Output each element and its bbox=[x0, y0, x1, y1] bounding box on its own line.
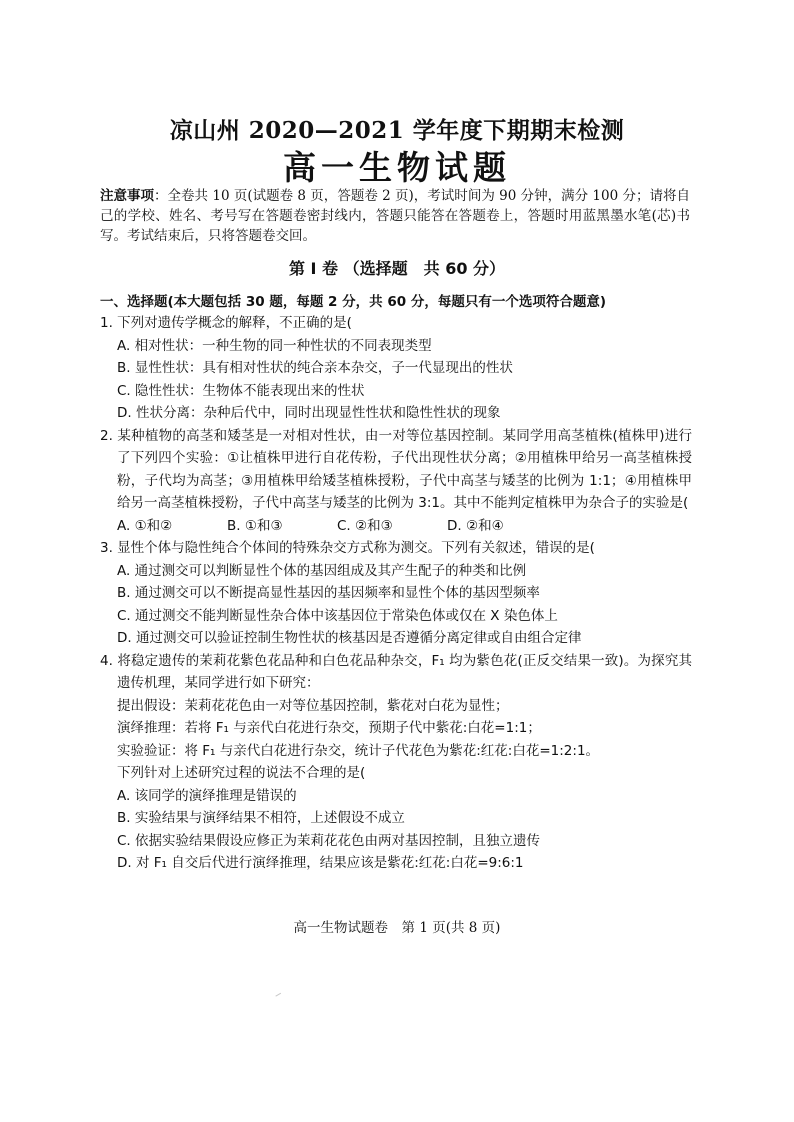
option-a: A. 通过测交可以判断显性个体的基因组成及其产生配子的种类和比例 bbox=[117, 562, 527, 579]
question-stem: 1. 下列对遗传学概念的解释，不正确的是( bbox=[100, 315, 352, 331]
option-a: A. ①和② bbox=[117, 517, 173, 534]
option-c: C. 依据实验结果假设应修正为茉莉花花色由两对基因控制，且独立遗传 bbox=[117, 832, 541, 849]
option-b: B. 通过测交可以不断提高显性基因的基因频率和显性个体的基因型频率 bbox=[117, 585, 540, 601]
exam-subject-title: 高一生物试题 bbox=[283, 148, 511, 187]
option-d: D. 通过测交可以验证控制生物性状的核基因是否遵循分离定律或自由组合定律 bbox=[117, 630, 582, 646]
question-stem: 4. 将稳定遗传的茉莉花紫色花品种和白色花品种杂交，F₁ 均为紫色花(正反交结果一致)。为探究其遗传机理，某同学进行如下研究： bbox=[100, 652, 692, 691]
question-list bbox=[100, 312, 692, 875]
question-prompt: 下列针对上述研究过程的说法不合理的是( bbox=[117, 765, 366, 781]
option-b: B. ①和③ bbox=[227, 517, 283, 534]
question-3 bbox=[100, 537, 692, 650]
option-c: C. 隐性性状：生物体不能表现出来的性状 bbox=[117, 382, 365, 399]
question-stem: 2. 某种植物的高茎和矮茎是一对相对性状，由一对等位基因控制。某同学用高茎植株(植株甲)进行了下列四个实验：①让植株甲进行自花传粉，子代出现性状分离；②用植株甲给另一高茎植株授粉，子代均为高茎；③用植株甲给矮茎植株授粉，子代中高茎与矮茎的比例为 1:1；④用植株甲给另一高茎植株授粉，子代中高茎与矮茎的比例为 3:1。其中不能判定植株甲为杂合子的实验是( bbox=[100, 427, 692, 511]
section-title: 第 Ⅰ 卷 （选择题 共 60 分） bbox=[288, 259, 506, 278]
option-d: D. 对 F₁ 自交后代进行演绎推理，结果应该是紫花:红花:白花=9:6:1 bbox=[117, 855, 524, 871]
option-a: A. 相对性状：一种生物的同一种性状的不同表现类型 bbox=[117, 337, 432, 354]
question-1 bbox=[100, 312, 692, 425]
notice-paragraph bbox=[100, 186, 690, 246]
page-footer: 高一生物试题卷 第 1 页(共 8 页) bbox=[293, 920, 501, 936]
notice-label: 注意事项 bbox=[100, 188, 155, 204]
option-c: C. ②和③ bbox=[337, 517, 393, 534]
exam-title: 凉山州 2020—2021 学年度下期期末检测 bbox=[169, 117, 625, 144]
research-step-verification: 实验验证：将 F₁ 与亲代白花进行杂交，统计子代花色为紫花:红花:白花=1:2:1。 bbox=[117, 742, 600, 759]
research-step-hypothesis: 提出假设：茉莉花花色由一对等位基因控制，紫花对白花为显性； bbox=[117, 697, 509, 714]
option-d: D. 性状分离：杂种后代中，同时出现显性性状和隐性性状的现象 bbox=[117, 405, 501, 421]
question-stem: 3. 显性个体与隐性纯合个体间的特殊杂交方式称为测交。下列有关叙述，错误的是( bbox=[100, 540, 595, 556]
notice-text: ：全卷共 10 页(试题卷 8 页，答题卷 2 页)，考试时间为 90 分钟，满分 100 分；请将自己的学校、姓名、考号写在答题卷密封线内，答题只能答在答题卷上，答题时用蓝黑墨水笔(芯)书写。考试结束后，只将答题卷交回。 bbox=[100, 188, 691, 244]
section-instruction: 一、选择题(本大题包括 30 题，每题 2 分，共 60 分，每题只有一个选项符合题意) bbox=[100, 294, 607, 310]
scan-speck bbox=[275, 993, 282, 999]
option-row bbox=[100, 515, 692, 538]
option-a: A. 该同学的演绎推理是错误的 bbox=[117, 787, 297, 804]
option-b: B. 实验结果与演绎结果不相符，上述假设不成立 bbox=[117, 810, 405, 826]
option-b: B. 显性性状：具有相对性状的纯合亲本杂交，子一代显现出的性状 bbox=[117, 360, 513, 376]
question-2 bbox=[100, 425, 692, 538]
question-4 bbox=[100, 650, 692, 875]
option-c: C. 通过测交不能判断显性杂合体中该基因位于常染色体或仅在 X 染色体上 bbox=[117, 607, 558, 624]
research-step-deduction: 演绎推理：若将 F₁ 与亲代白花进行杂交，预期子代中紫花:白花=1:1； bbox=[117, 720, 541, 736]
option-d: D. ②和④ bbox=[447, 517, 504, 534]
